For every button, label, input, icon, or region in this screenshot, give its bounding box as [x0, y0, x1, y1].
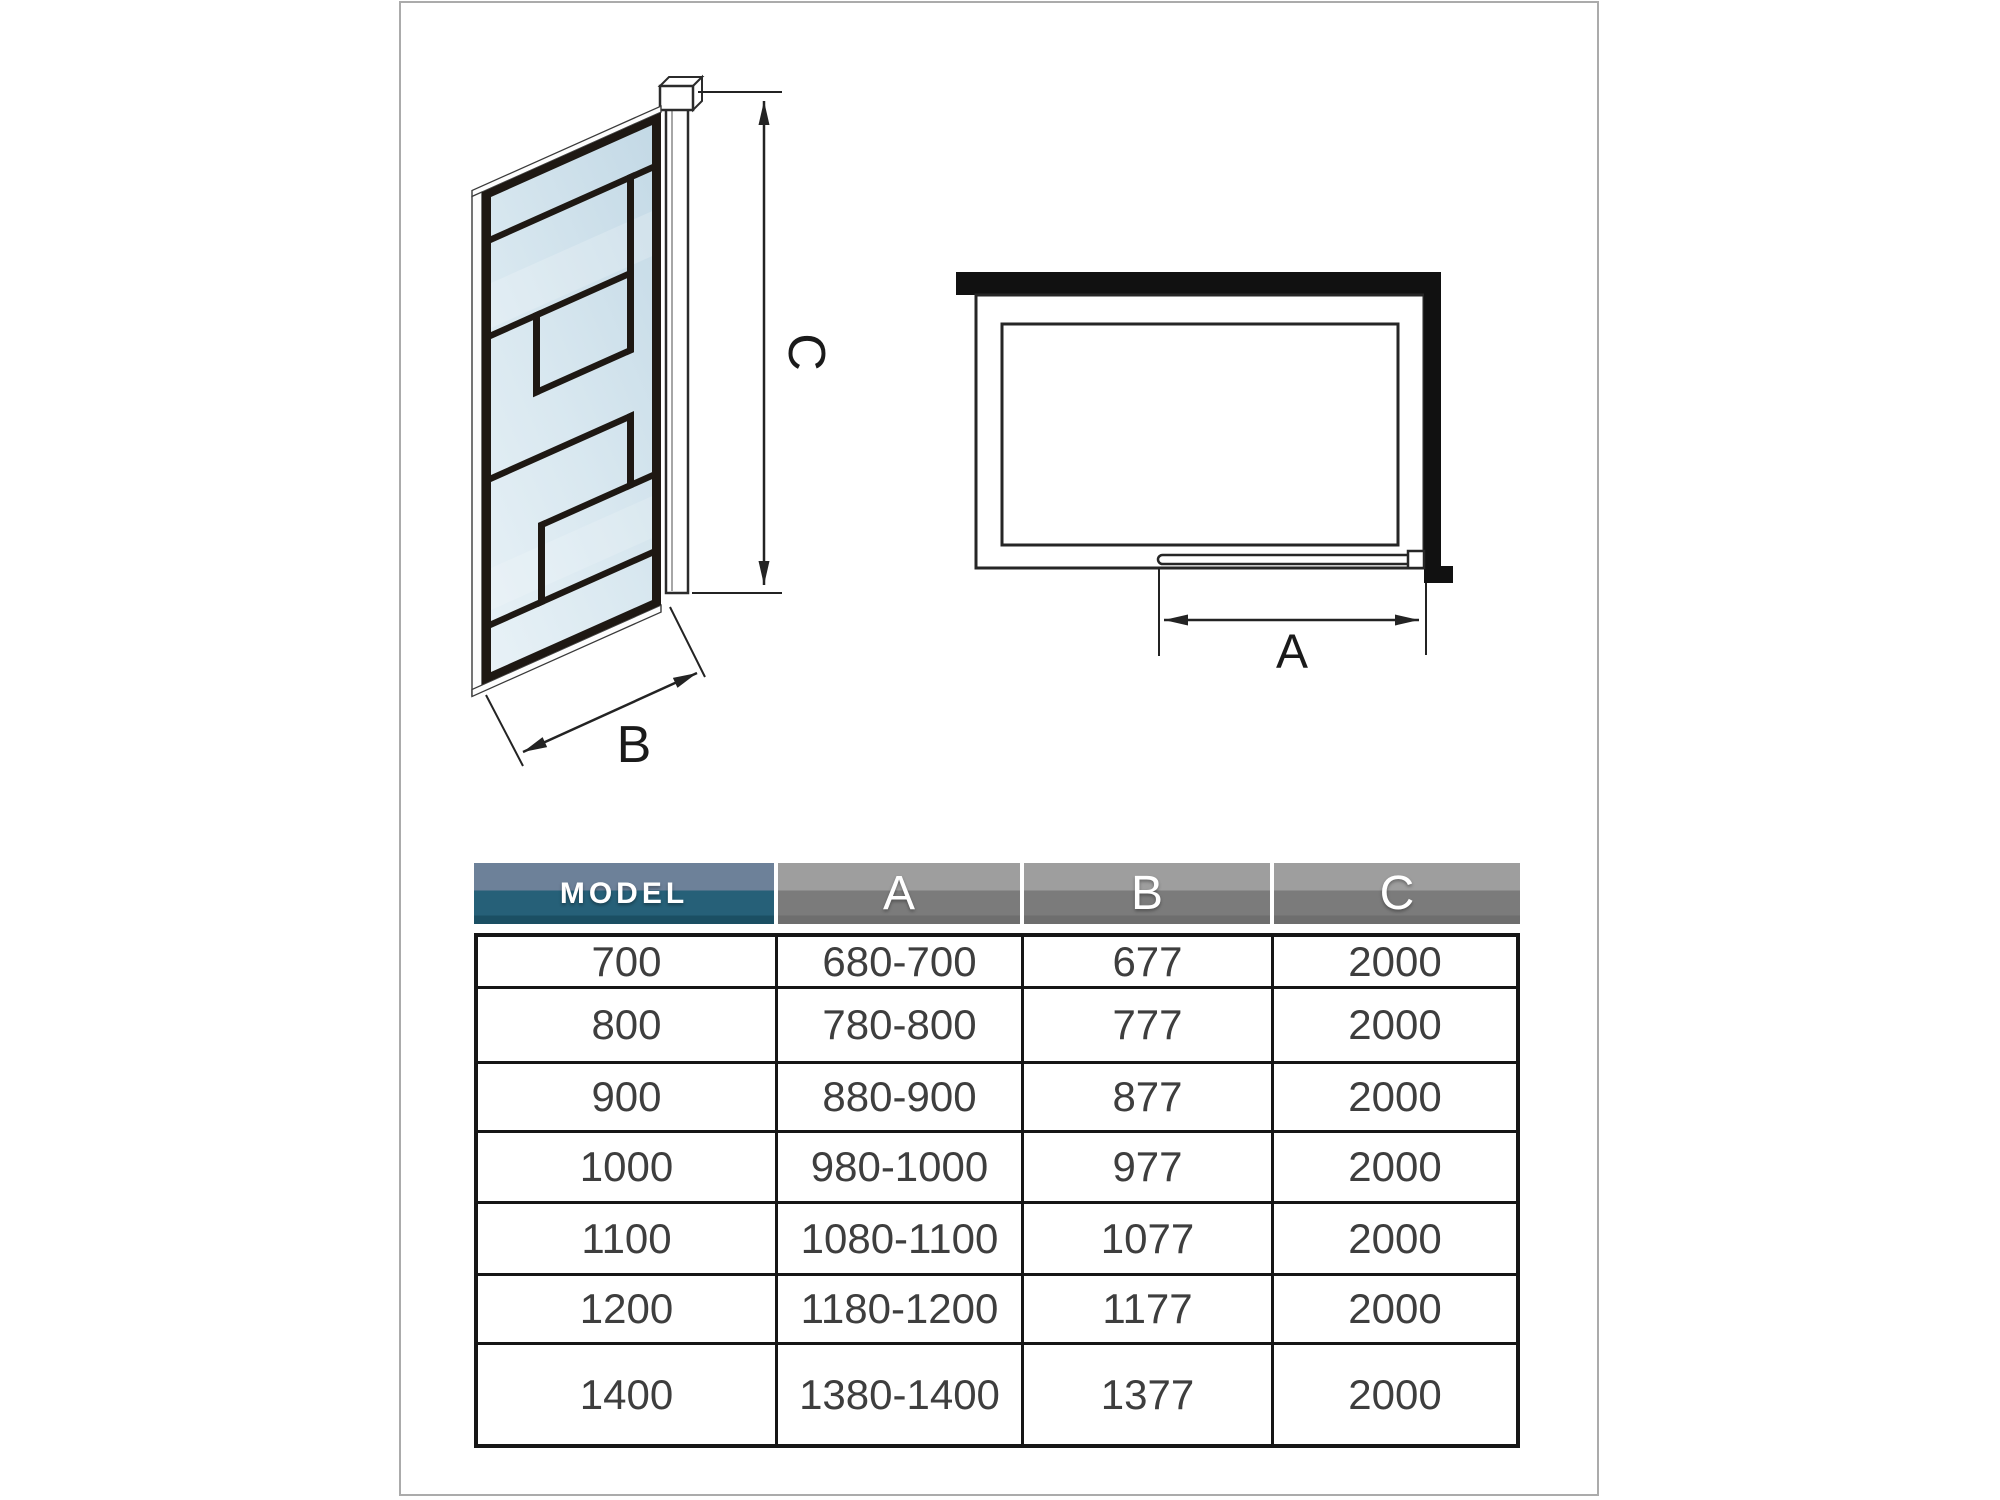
- table-cell: 2000: [1348, 1370, 1442, 1418]
- table-cell: 977: [1024, 1133, 1274, 1204]
- dim-line-b: [523, 673, 697, 752]
- column-header-b: B: [1024, 863, 1274, 924]
- table-cell: 780-800: [778, 989, 1024, 1064]
- table-cell: 877: [1024, 1064, 1274, 1133]
- table-cell: 680-700: [778, 937, 1024, 989]
- table-cell: 1080-1100: [778, 1204, 1024, 1276]
- column-header-model: MODEL: [474, 863, 778, 924]
- table-cell: 1377: [1024, 1345, 1274, 1444]
- support-bar: [1158, 555, 1414, 564]
- table-cell: 2000: [1274, 1204, 1516, 1276]
- table-cell: 1000: [478, 1133, 778, 1204]
- table-cell: 700: [478, 937, 778, 989]
- support-bar-wall-fitting: [1408, 551, 1424, 568]
- wall-profile: [660, 77, 702, 593]
- dim-label-b: B: [616, 716, 652, 774]
- tray-outer-outline: [976, 295, 1424, 568]
- table-cell: 777: [1024, 989, 1274, 1064]
- table-cell: 800: [478, 989, 778, 1064]
- front-view-diagram: [472, 77, 835, 774]
- column-header-a: A: [778, 863, 1024, 924]
- table-cell: 1177: [1024, 1276, 1274, 1345]
- table-cell: 1400: [478, 1345, 778, 1444]
- table-cell: 2000: [1274, 1276, 1516, 1345]
- size-table: [474, 863, 1520, 1448]
- table-cell: 880-900: [778, 1064, 1024, 1133]
- table-cell: 980-1000: [778, 1133, 1024, 1204]
- table-cell: 2000: [1274, 1064, 1516, 1133]
- table-cell: 900: [478, 1064, 778, 1133]
- wall-top-view: [956, 272, 1430, 295]
- table-cell: 1380-1400: [778, 1345, 1024, 1444]
- table-cell: 677: [1024, 937, 1274, 989]
- top-view-diagram: [956, 272, 1453, 679]
- table-cell: 1100: [478, 1204, 778, 1276]
- table-cell: 2000: [1274, 1133, 1516, 1204]
- dim-label-c: C: [777, 333, 835, 371]
- dim-label-a: A: [1275, 625, 1309, 679]
- table-cell: 1077: [1024, 1204, 1274, 1276]
- glass-panel-top-view: [1424, 272, 1441, 583]
- table-cell: 2000: [1274, 937, 1516, 989]
- column-header-c: C: [1274, 863, 1520, 924]
- size-table-header: [474, 863, 1520, 924]
- table-cell: 1200: [478, 1276, 778, 1345]
- table-cell: 2000: [1274, 989, 1516, 1064]
- size-table-body: [474, 933, 1520, 1448]
- glass-panel: [472, 106, 661, 696]
- dimension-c: [692, 92, 782, 593]
- table-cell: 1180-1200: [778, 1276, 1024, 1345]
